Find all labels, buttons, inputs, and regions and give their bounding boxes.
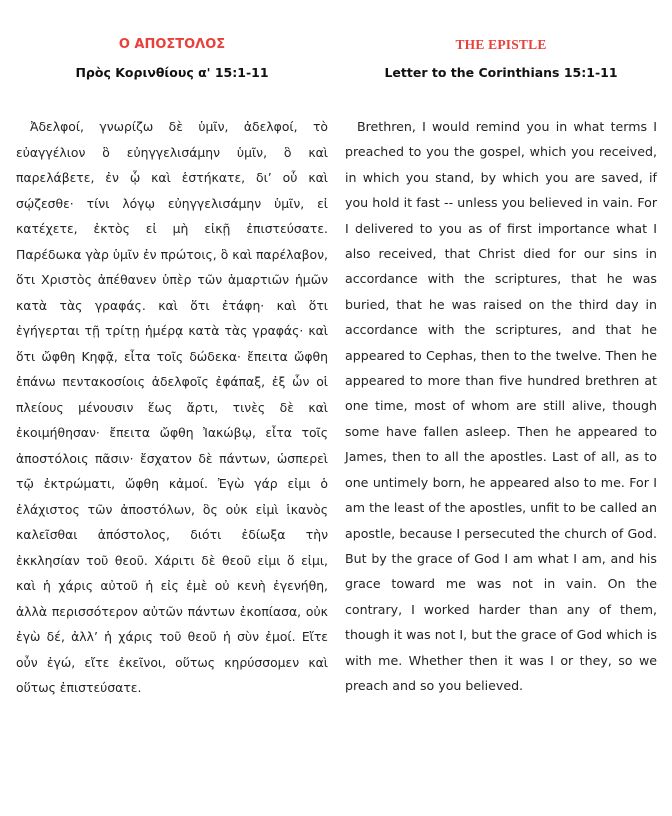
greek-reference: Πρὸς Κορινθίους α' 15:1-11	[75, 65, 269, 80]
english-reference: Letter to the Corinthians 15:1-11	[384, 65, 618, 80]
greek-reading-text: Ἀδελφοί, γνωρίζω δὲ ὑμῖν, ἀδελφοί, τὸ εὐαγγέλιον ὃ εὐηγγελισάμην ὑμῖν, ὃ καὶ παρελάβετε, ἐν ᾧ καὶ ἑστήκατε, δι’ οὗ καὶ σῴζεσθε· τίνι λόγῳ εὐηγγελισάμην ὑμῖν, εἰ κατέχετε, ἐκτὸς εἰ μὴ εἰκῇ ἐπιστεύσατε. Παρέδωκα γὰρ ὑμῖν ἐν πρώτοις, ὃ καὶ παρέλαβον, ὅτι Χριστὸς ἀπέθανεν ὑπὲρ τῶν ἁμαρτιῶν ἡμῶν κατὰ τὰς γραφάς. καὶ ὅτι ἐτάφη· καὶ ὅτι ἐγήγερται τῇ τρίτῃ ἡμέρᾳ κατὰ τὰς γραφάς· καὶ ὅτι ὤφθη Κηφᾷ, εἶτα τοῖς δώδεκα· ἔπειτα ὤφθη ἐπάνω πεντακοσίοις ἀδελφοῖς ἐφάπαξ, ἐξ ὧν οἱ πλείους μένουσιν ἕως ἄρτι, τινὲς δὲ καὶ ἐκοιμήθησαν· ἔπειτα ὤφθη Ἰακώβῳ, εἶτα τοῖς ἀποστόλοις πᾶσιν· ἔσχατον δὲ πάντων, ὡσπερεὶ τῷ ἐκτρώματι, ὤφθη κἀμοί. Ἐγὼ γάρ εἰμι ὁ ἐλάχιστος τῶν ἀποστόλων, ὃς οὐκ εἰμὶ ἱκανὸς καλεῖσθαι ἀπόστολος, διότι ἐδίωξα τὴν ἐκκλησίαν τοῦ θεοῦ. Χάριτι δὲ θεοῦ εἰμι ὅ εἰμι, καὶ ἡ χάρις αὐτοῦ ἡ εἰς ἐμὲ οὐ κενὴ ἐγενήθη, ἀλλὰ περισσότερον αὐτῶν πάντων ἐκοπίασα, οὐκ ἐγὼ δέ, ἀλλ’ ἡ χάρις τοῦ θεοῦ ἡ σὺν ἐμοί. Εἴτε οὖν ἐγώ, εἴτε ἐκεῖνοι, οὕτως κηρύσσομεν καὶ οὕτως ἐπιστεύσατε.	[16, 119, 328, 695]
english-reading-text: Brethren, I would remind you in what terms I preached to you the gospel, which you received, in which you stand, by which you are saved, if you hold it fast -- unless you believed in vain. For I delivered to you as of first importance what I also received, that Christ died for our sins in accordance with the scriptures, that he was buried, that he was raised on the third day in accordance with the scriptures, and that he appeared to Cephas, then to the twelve. Then he appeared to more than five hundred brethren at one time, most of whom are still alive, though some have fallen asleep. Then he appeared to James, then to all the apostles. Last of all, as to one untimely born, he appeared also to me. For I am the least of the apostles, unfit to be called an apostle, because I persecuted the church of God. But by the grace of God I am what I am, and his grace toward me was not in vain. On the contrary, I worked harder than any of them, though it was not I, but the grace of God which is with me. Whether then it was I or they, so we preach and so you believed.	[345, 119, 657, 693]
english-heading: THE EPISTLE	[455, 37, 547, 52]
greek-heading: Ο ΑΠΟΣΤΟΛΟΣ	[118, 37, 226, 52]
